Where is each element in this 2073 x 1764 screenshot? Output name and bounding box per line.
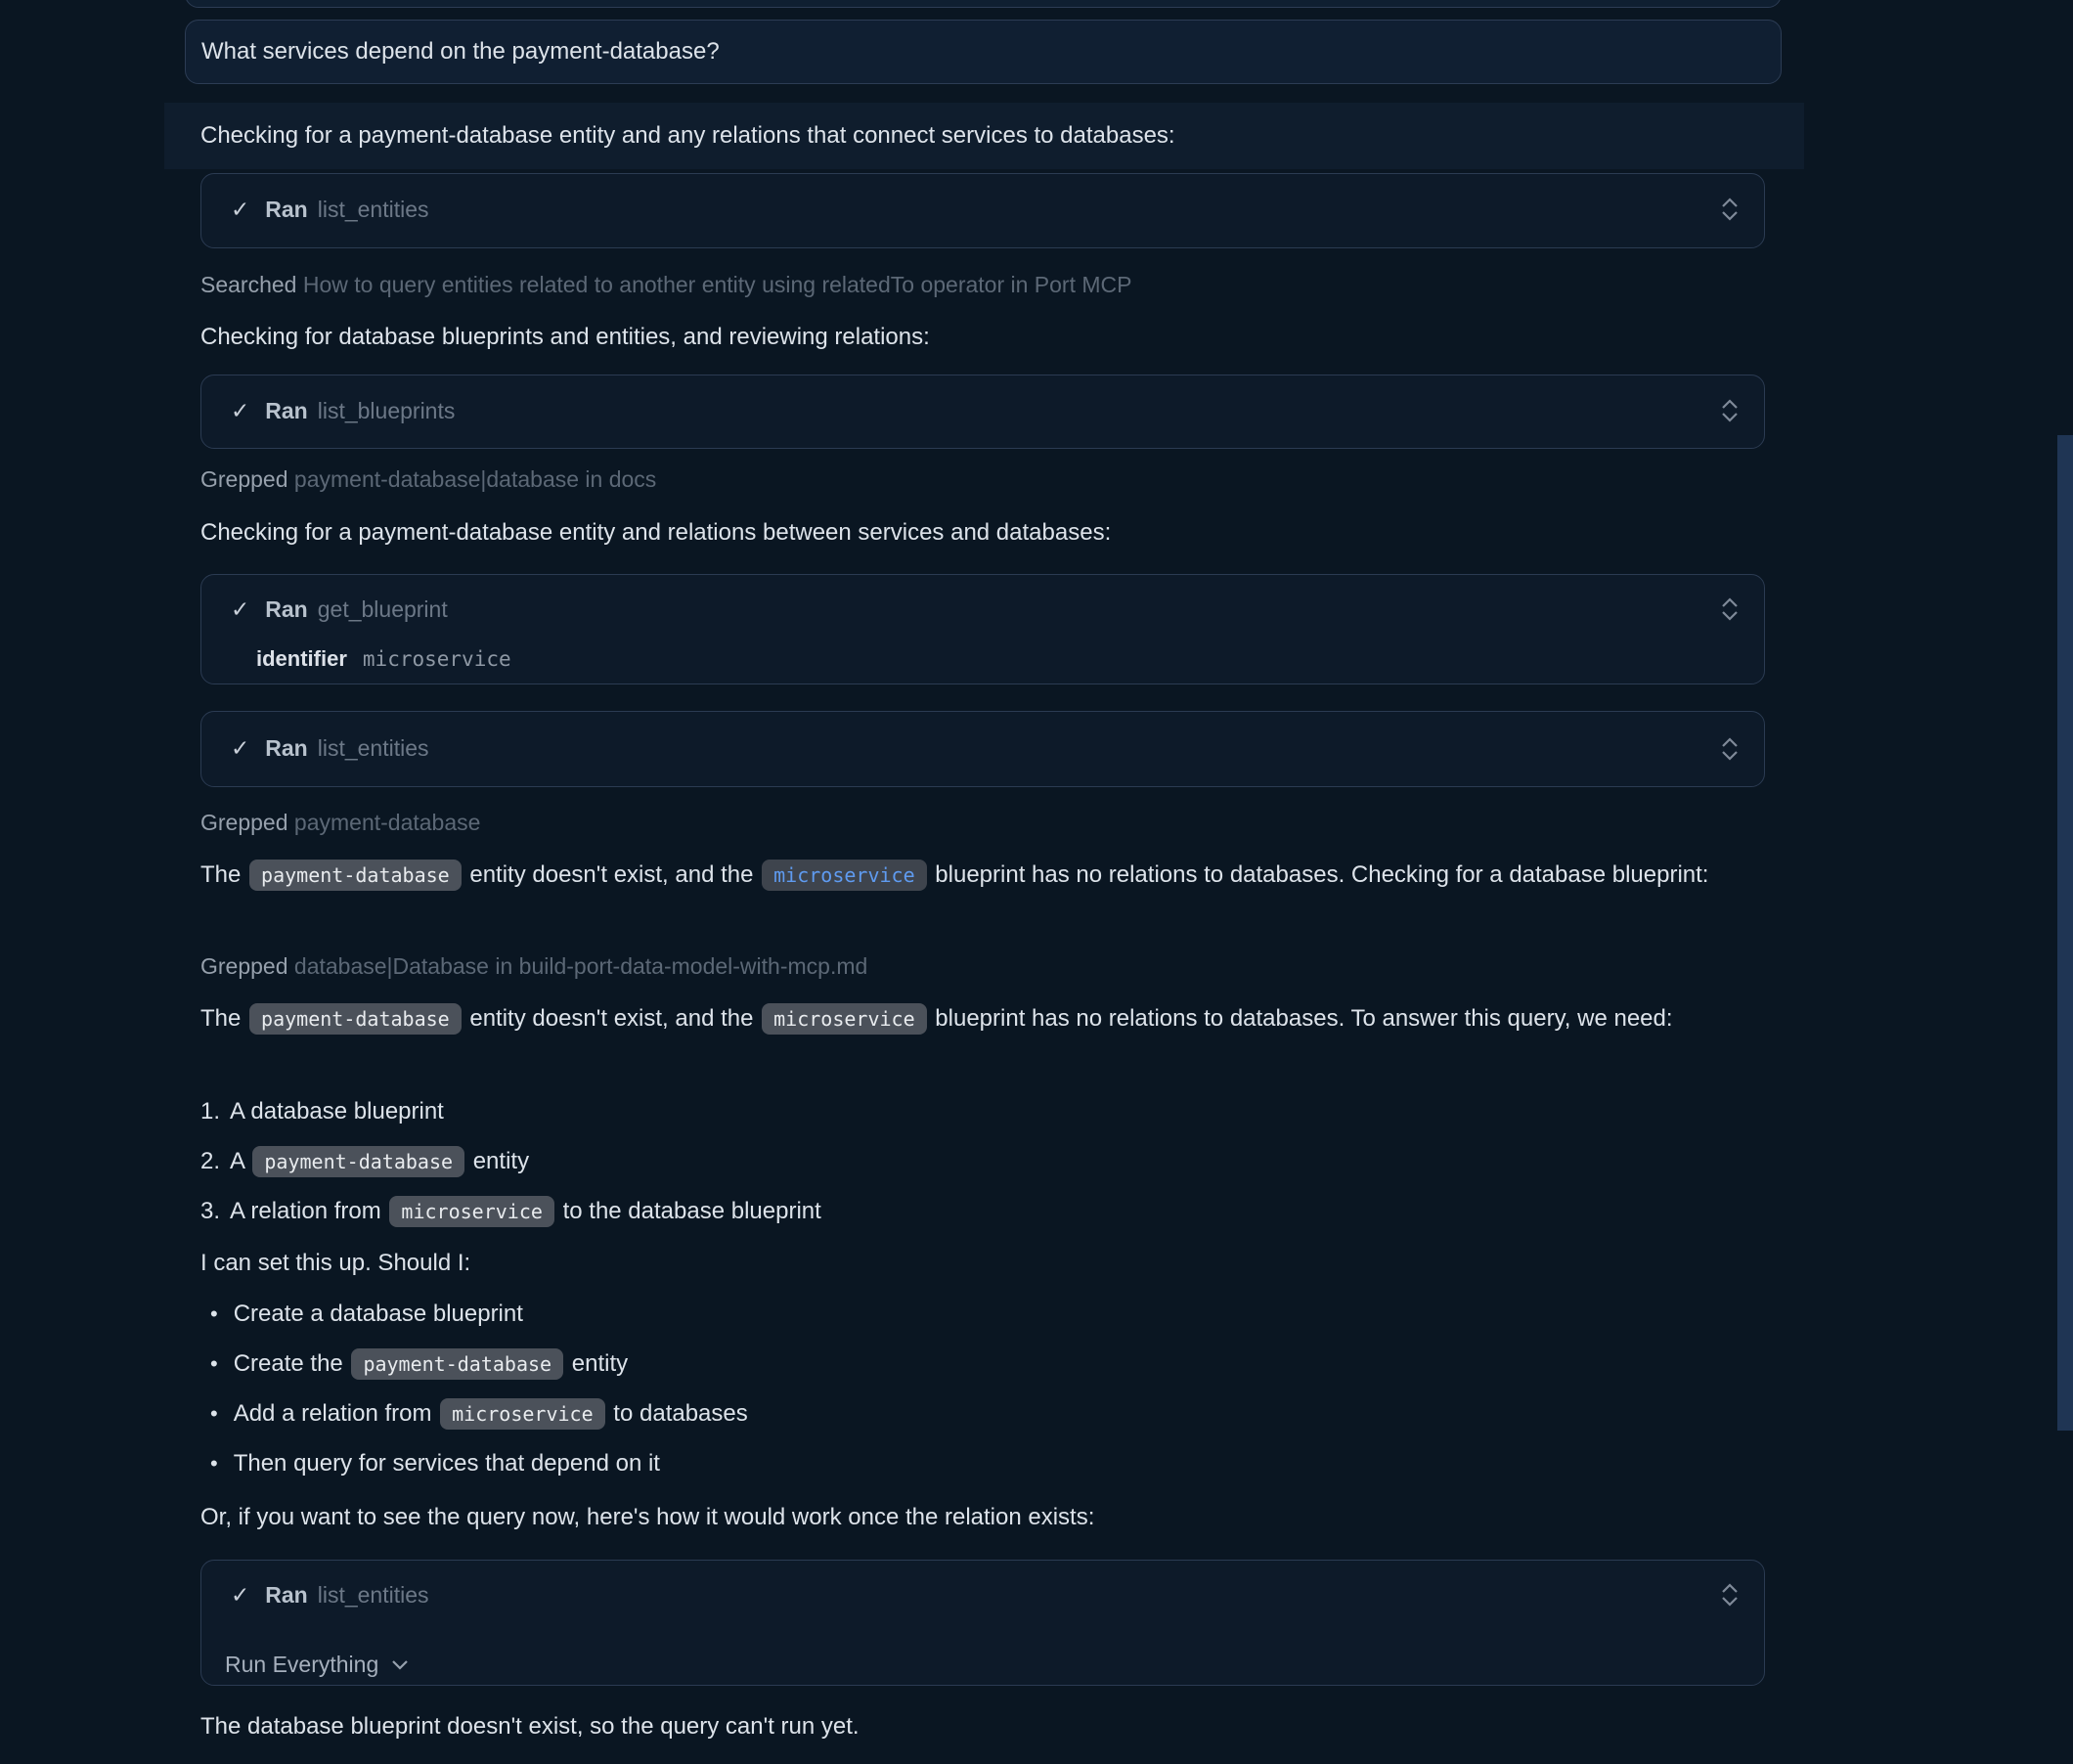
bullet-icon: • [210,1451,218,1476]
paragraph-text: Checking for a payment-database entity and any relations that connect services to databases: [200,122,1175,149]
grepped-query: database|Database in build-port-data-model-with-mcp.md [293,953,868,979]
list-item [200,1445,748,1482]
list-item-text [234,1345,748,1383]
text-run: The [200,1005,248,1032]
check-icon: ✓ [231,196,250,222]
assistant-paragraph: I can set this up. Should I: [200,1250,471,1276]
conversation-column [200,0,1765,1764]
list-item [200,1395,748,1433]
inline-code-chip: payment-database [252,1146,464,1177]
tool-name-label: list_entities [317,196,429,222]
inline-code-chip: payment-database [351,1348,563,1380]
list-item-text [230,1143,821,1180]
user-message-text: What services depend on the payment-database? [201,38,720,65]
grepped-query: payment-database|database in docs [293,466,657,492]
tool-call-header[interactable] [201,375,1764,446]
searched-line [200,266,1131,303]
check-icon: ✓ [231,735,250,761]
tool-call-header[interactable] [201,575,1764,643]
tool-name-label: get_blueprint [317,595,448,622]
grepped-line [200,948,867,985]
list-item-text [234,1445,748,1482]
list-item-number: 3. [200,1198,221,1224]
expand-chevrons-icon[interactable] [1719,196,1741,223]
check-icon: ✓ [231,397,250,423]
list-item-number: 2. [200,1148,221,1174]
assistant-paragraph-rich [200,1000,1765,1037]
param-key: identifier [256,646,347,671]
tool-call-get-blueprint[interactable] [200,574,1765,684]
inline-code-chip: microservice [762,860,927,891]
expand-chevrons-icon[interactable] [1719,397,1741,424]
text-run: entity doesn't exist, and the [463,1005,761,1032]
expand-chevrons-icon[interactable] [1719,735,1741,763]
list-item-text [230,1093,821,1130]
text-run: entity [466,1148,530,1174]
searched-query: How to query entities related to another entity using relatedTo operator in Port MCP [302,272,1132,297]
text-run: blueprint has no relations to databases. To answer this query, we need: [928,1005,1673,1032]
tool-call-header[interactable] [201,174,1764,244]
inline-code-chip: microservice [389,1196,554,1227]
scrollbar-thumb[interactable] [2057,435,2073,1431]
list-item [200,1143,821,1180]
grepped-label: Grepped [200,810,288,835]
inline-code-chip: microservice [440,1398,605,1430]
text-run: Create a database blueprint [233,1301,523,1327]
tool-action-label: Ran [265,595,308,622]
tool-call-header[interactable] [201,1561,1764,1629]
assistant-paragraph: Or, if you want to see the query now, here's how it would work once the relation exists: [200,1504,1095,1530]
assistant-paragraph-rich [200,857,1765,894]
bullet-list [200,1296,748,1495]
list-item-number: 1. [200,1098,221,1125]
text-run: blueprint has no relations to databases. Checking for a database blueprint: [928,861,1709,888]
tool-name-label: list_blueprints [317,397,456,423]
expand-chevrons-icon[interactable] [1719,1581,1741,1609]
tool-call-list-entities-1[interactable] [200,173,1765,248]
list-item [200,1193,821,1230]
tool-action-label: Ran [265,196,308,222]
list-item-text [234,1296,748,1333]
tool-call-list-blueprints[interactable] [200,375,1765,449]
assistant-paragraph: Checking for database blueprints and entities, and reviewing relations: [200,324,930,350]
grepped-label: Grepped [200,466,288,492]
check-icon: ✓ [231,595,250,622]
tool-call-header[interactable] [201,712,1764,785]
text-run: The [200,861,248,888]
assistant-paragraph: The database blueprint doesn't exist, so the query can't run yet. [200,1713,860,1740]
text-run: to the database blueprint [555,1198,821,1224]
tool-param-row [201,639,1764,679]
bullet-icon: • [210,1301,218,1326]
inline-code-chip: microservice [762,1003,927,1035]
text-run: A [230,1148,251,1174]
inline-code-chip: payment-database [249,860,462,891]
grepped-line [200,461,656,498]
tool-action-label: Ran [265,397,308,423]
ordered-list [200,1093,821,1243]
list-item-text [230,1193,821,1230]
inline-code-chip: payment-database [249,1003,462,1035]
list-item [200,1093,821,1130]
tool-call-list-entities-2[interactable] [200,711,1765,787]
searched-label: Searched [200,272,297,297]
param-value: microservice [362,647,511,671]
assistant-paragraph: Checking for a payment-database entity and relations between services and databases: [200,519,1112,546]
text-run: A relation from [230,1198,388,1224]
bullet-icon: • [210,1351,218,1376]
tool-name-label: list_entities [317,1581,429,1608]
grepped-line [200,804,480,841]
list-item [200,1345,748,1383]
text-run: to databases [606,1400,748,1427]
tool-call-list-entities-3[interactable] [200,1560,1765,1686]
chevron-down-icon [390,1657,410,1671]
run-everything-button[interactable] [201,1643,1764,1686]
grepped-query: payment-database [293,810,481,835]
tool-action-label: Ran [265,735,308,761]
text-run: Add a relation from [233,1400,439,1427]
list-item [200,1296,748,1333]
text-run: entity [565,1350,629,1377]
text-run: A database blueprint [230,1098,444,1125]
tool-action-label: Ran [265,1581,308,1608]
list-item-text [234,1395,748,1433]
text-run: entity doesn't exist, and the [463,861,761,888]
text-run: Create the [233,1350,350,1377]
expand-chevrons-icon[interactable] [1719,595,1741,623]
text-run: Then query for services that depend on it [233,1450,660,1477]
check-icon: ✓ [231,1581,250,1608]
grepped-label: Grepped [200,953,288,979]
run-everything-label: Run Everything [225,1651,379,1677]
bullet-icon: • [210,1401,218,1426]
tool-name-label: list_entities [317,735,429,761]
